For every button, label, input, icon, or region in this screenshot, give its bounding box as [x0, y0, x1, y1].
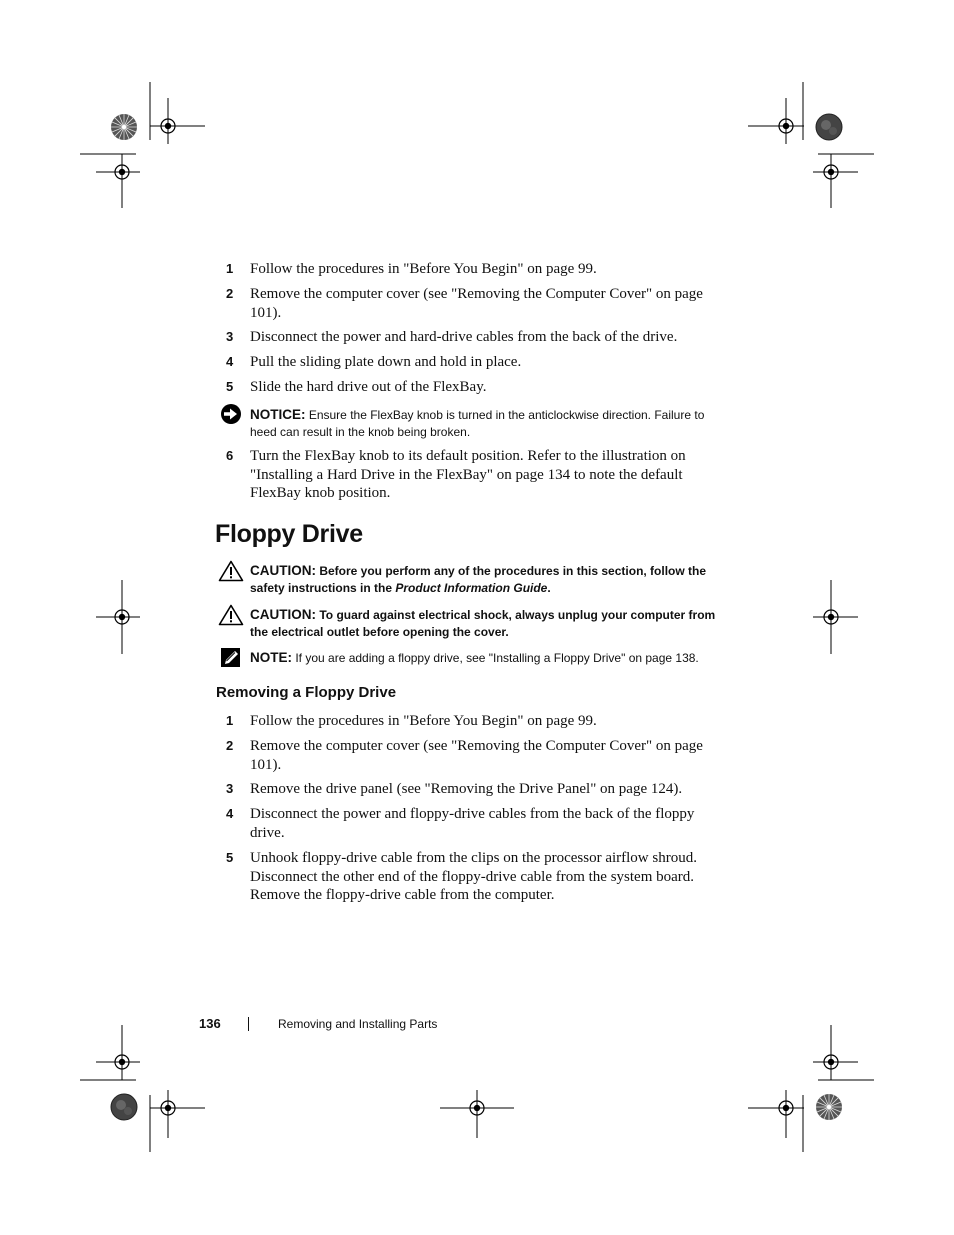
caution-triangle-icon: [218, 560, 244, 582]
list-item: [216, 378, 716, 397]
notice-label: NOTICE:: [250, 407, 306, 422]
caution-emphasis: Product Information Guide: [395, 581, 548, 595]
notice-arrow-icon: [218, 404, 244, 426]
footer-divider: [248, 1017, 249, 1031]
step-number: 2: [226, 286, 234, 301]
note-pencil-icon: [218, 647, 244, 669]
note-text: If you are adding a floppy drive, see "Installing a Floppy Drive" on page 138.: [292, 651, 699, 665]
step-number: 1: [226, 261, 234, 276]
caution-text: To guard against electrical shock, always unplug your computer from the electrical outlet before opening the cover.: [250, 608, 716, 639]
caution-triangle-icon: [218, 604, 244, 626]
step-number: 4: [226, 354, 234, 369]
list-item: [216, 260, 716, 279]
caution-text: Before you perform any of the procedures in this section, follow the safety instructions in the: [250, 564, 707, 595]
step-number: 3: [226, 329, 234, 344]
step-text: Remove the computer cover (see "Removing the Computer Cover" on page 101).: [250, 286, 703, 321]
step-number: 6: [226, 448, 234, 463]
step-number: 1: [226, 713, 234, 728]
step-text: Disconnect the power and floppy-drive cables from the back of the floppy drive.: [250, 806, 695, 841]
step-number: 4: [226, 806, 234, 821]
step-text: Slide the hard drive out of the FlexBay.: [250, 379, 487, 395]
note-label: NOTE:: [250, 650, 292, 665]
caution-callout: [216, 562, 716, 597]
list-item: [216, 780, 716, 799]
chapter-title: Removing and Installing Parts: [278, 1017, 438, 1031]
step-number: 2: [226, 738, 234, 753]
notice-text: Ensure the FlexBay knob is turned in the anticlockwise direction. Failure to heed can result in the knob being broken.: [250, 408, 705, 439]
list-item: [216, 849, 716, 905]
step-number: 5: [226, 379, 234, 394]
notice-callout: [216, 406, 716, 441]
list-item: [216, 737, 716, 774]
caution-label: CAUTION:: [250, 563, 316, 578]
step-text: Pull the sliding plate down and hold in place.: [250, 354, 522, 370]
step-text: Unhook floppy-drive cable from the clips on the processor airflow shroud. Disconnect the other end of the floppy-drive cable from the system board. Remove the floppy-drive cable from the computer.: [250, 850, 697, 903]
step-number: 5: [226, 850, 234, 865]
page-number: 136: [199, 1016, 221, 1031]
step-text: Follow the procedures in "Before You Begin" on page 99.: [250, 713, 597, 729]
list-item: [216, 328, 716, 347]
step-number: 3: [226, 781, 234, 796]
list-item: [216, 447, 716, 503]
caution-callout: [216, 606, 716, 641]
step-text: Remove the drive panel (see "Removing the Drive Panel" on page 124).: [250, 781, 683, 797]
step-text: Follow the procedures in "Before You Begin" on page 99.: [250, 261, 597, 277]
step-text: Disconnect the power and hard-drive cables from the back of the drive.: [250, 329, 678, 345]
subsection-title: Removing a Floppy Drive: [216, 684, 397, 701]
section-title: Floppy Drive: [215, 520, 363, 548]
caution-label: CAUTION:: [250, 607, 316, 622]
step-text: Remove the computer cover (see "Removing the Computer Cover" on page 101).: [250, 738, 703, 773]
caution-text-end: .: [547, 581, 551, 595]
list-item: [216, 712, 716, 731]
list-item: [216, 285, 716, 322]
list-item: [216, 805, 716, 842]
note-callout: [216, 649, 716, 667]
list-item: [216, 353, 716, 372]
step-text: Turn the FlexBay knob to its default position. Refer to the illustration on "Installing a Hard Drive in the FlexBay" on page 134 to note the default FlexBay knob position.: [250, 448, 686, 501]
